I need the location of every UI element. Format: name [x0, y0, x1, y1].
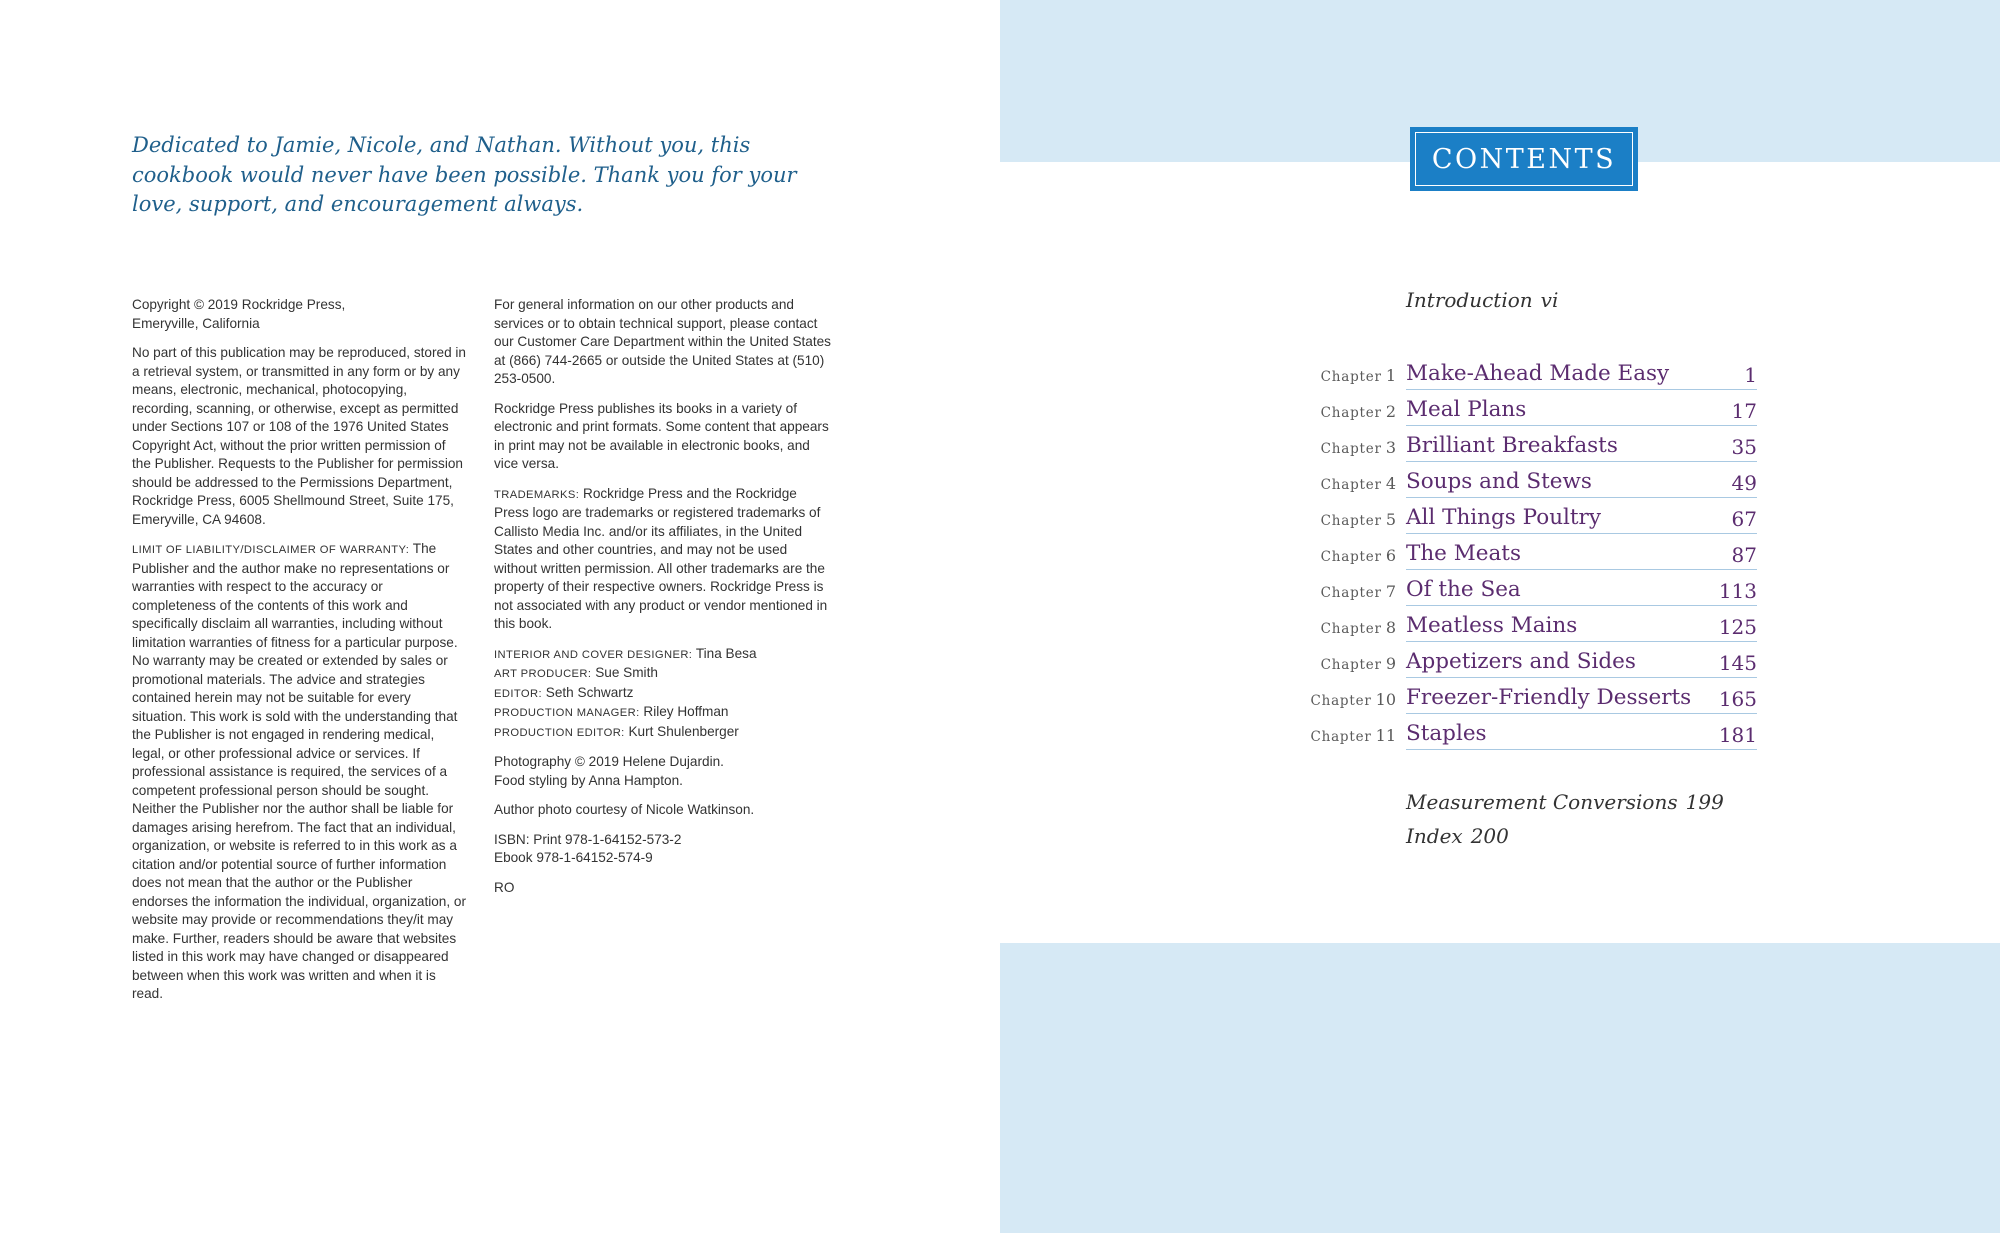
isbn-ebook: Ebook 978-1-64152-574-9	[494, 850, 653, 865]
chapter-page: 67	[1731, 507, 1757, 531]
disclaimer	[132, 540, 467, 1004]
chapter-label	[1321, 510, 1396, 529]
chapter-number: 7	[1385, 582, 1396, 601]
contents-heading: CONTENTS	[1415, 132, 1633, 186]
chapter-title: All Things Poultry	[1406, 505, 1601, 530]
credit-label: ART PRODUCER:	[494, 668, 592, 680]
chapter-number: 10	[1375, 690, 1396, 709]
chapter-page: 35	[1731, 435, 1757, 459]
chapter-title: Of the Sea	[1406, 577, 1521, 602]
back-matter-title: Index	[1406, 824, 1463, 848]
toc-chapter-3[interactable]	[1200, 426, 1760, 462]
chapter-label	[1310, 690, 1396, 709]
chapter-label	[1321, 618, 1396, 637]
chapter-number: 1	[1385, 366, 1396, 385]
chapter-word: Chapter	[1320, 585, 1382, 601]
photography-credit	[494, 753, 834, 790]
chapter-label	[1321, 582, 1396, 601]
toc-index[interactable]	[1406, 824, 1509, 848]
chapter-word: Chapter	[1320, 405, 1382, 421]
chapter-number: 4	[1385, 474, 1396, 493]
chapter-label	[1321, 546, 1396, 565]
chapter-label	[1310, 726, 1396, 745]
toc-chapter-9[interactable]	[1200, 642, 1760, 678]
back-matter-title: Measurement Conversions	[1406, 790, 1678, 814]
credits	[494, 645, 834, 743]
toc-introduction-title: Introduction	[1406, 288, 1533, 312]
isbn	[494, 831, 834, 868]
chapter-page: 1	[1744, 363, 1757, 387]
credit-value: Tina Besa	[695, 645, 757, 661]
chapter-title: Brilliant Breakfasts	[1406, 433, 1618, 458]
chapter-number: 8	[1385, 618, 1396, 637]
toc-introduction-page: vi	[1540, 288, 1559, 312]
dedication: Dedicated to Jamie, Nicole, and Nathan. Without you, this cookbook would never have been possible. Thank you for your love, support, and encouragement always.	[132, 133, 797, 216]
credit-label: EDITOR:	[494, 687, 542, 700]
credit-value: Seth Schwartz	[545, 684, 634, 700]
chapter-number: 5	[1385, 510, 1396, 529]
chapter-word: Chapter	[1320, 657, 1382, 673]
chapter-title: Soups and Stews	[1406, 469, 1592, 494]
formats-info: Rockridge Press publishes its books in a variety of electronic and print formats. Some content that appears in print may not be available in electronic books, and vice versa.	[494, 400, 829, 471]
chapter-page: 17	[1731, 399, 1757, 423]
isbn-print: ISBN: Print 978-1-64152-573-2	[494, 831, 682, 847]
chapter-page: 49	[1731, 471, 1757, 495]
bottom-color-band	[1000, 943, 2000, 1233]
back-matter-page: 199	[1685, 790, 1724, 814]
photography-line: Photography © 2019 Helene Dujardin.	[494, 754, 724, 769]
credit-line	[494, 703, 834, 723]
disclaimer-label: LIMIT OF LIABILITY/DISCLAIMER OF WARRANTY:	[132, 544, 410, 556]
credit-line	[494, 723, 834, 743]
chapter-underline	[1406, 749, 1757, 750]
chapter-title: The Meats	[1406, 541, 1521, 566]
toc-chapter-11[interactable]	[1200, 714, 1760, 750]
chapter-word: Chapter	[1320, 477, 1382, 493]
trademarks	[494, 485, 834, 634]
copyright-column-1	[132, 296, 467, 1015]
copyright-line: Copyright © 2019 Rockridge Press,	[132, 297, 346, 312]
chapter-page: 145	[1718, 651, 1757, 675]
chapter-label	[1321, 474, 1396, 493]
chapter-label	[1321, 654, 1396, 673]
customer-care-info: For general information on our other products and services or to obtain technical support, please contact our Customer Care Department within the United States at (866) 744-2665 or outside the United States at (510) 253-0500.	[494, 297, 831, 386]
toc-chapter-7[interactable]	[1200, 570, 1760, 606]
chapter-number: 11	[1375, 726, 1396, 745]
chapter-label	[1321, 402, 1396, 421]
toc-chapter-4[interactable]	[1200, 462, 1760, 498]
chapter-title: Make-Ahead Made Easy	[1406, 361, 1670, 386]
toc-measurement-conversions[interactable]	[1406, 790, 1724, 814]
trademarks-label: TRADEMARKS:	[494, 488, 580, 501]
toc-chapter-2[interactable]	[1200, 390, 1760, 426]
toc-chapter-8[interactable]	[1200, 606, 1760, 642]
chapter-page: 165	[1718, 687, 1757, 711]
credit-value: Riley Hoffman	[643, 704, 729, 719]
chapter-word: Chapter	[1320, 549, 1382, 565]
credit-value: Kurt Shulenberger	[628, 723, 739, 739]
toc-chapter-6[interactable]	[1200, 534, 1760, 570]
reproduction-notice: No part of this publication may be reproduced, stored in a retrieval system, or transmitted in any form or by any means, electronic, mechanical, photocopying, recording, scanning, or otherwise, except as permitted under Sections 107 or 108 of the 1976 United States Copyright Act, without the prior written permission of the Publisher. Requests to the Publisher for permission should be addressed to the Permissions Department, Rockridge Press, 6005 Shellmound Street, Suite 175, Emeryville, CA 94608.	[132, 345, 466, 527]
chapter-page: 113	[1718, 579, 1757, 603]
chapter-word: Chapter	[1310, 693, 1372, 709]
back-matter-page: 200	[1470, 824, 1509, 848]
chapter-word: Chapter	[1320, 369, 1382, 385]
chapter-title: Meal Plans	[1406, 397, 1527, 422]
contents-page	[1000, 0, 2000, 1233]
chapter-word: Chapter	[1310, 729, 1372, 745]
toc-chapter-list	[1200, 354, 1760, 750]
chapter-number: 6	[1385, 546, 1396, 565]
chapter-number: 2	[1385, 402, 1396, 421]
toc-chapter-10[interactable]	[1200, 678, 1760, 714]
author-photo-credit: Author photo courtesy of Nicole Watkinson.	[494, 802, 755, 817]
chapter-label	[1321, 438, 1396, 457]
chapter-number: 9	[1385, 654, 1396, 673]
credit-line	[494, 684, 834, 704]
credit-value: Sue Smith	[595, 665, 658, 680]
printing-code: RO	[494, 879, 515, 895]
disclaimer-text: The Publisher and the author make no representations or warranties with respect to the accuracy or completeness of the contents of this work and specifically disclaim all warranties, including without limitation warranties of fitness for a particular purpose. No warranty may be created or extended by sales or promotional materials. The advice and strategies contained herein may not be suitable for every situation. This work is sold with the understanding that the Publisher is not engaged in rendering medical, legal, or other professional advice or services. If professional assistance is required, the services of a competent professional person should be sought. Neither the Publisher nor the author shall be liable for damages arising herefrom. The fact that an individual, organization, or website is referred to in this work as a citation and/or potential source of further information does not mean that the author or the Publisher endorses the information the individual, organization, or website may provide or recommendations they/it may make. Further, readers should be aware that websites listed in this work may have changed or disappeared between when this work was written and when it is read.	[132, 541, 467, 1001]
chapter-page: 87	[1731, 543, 1757, 567]
credit-line	[494, 664, 834, 684]
credit-label: PRODUCTION MANAGER:	[494, 707, 640, 719]
chapter-page: 181	[1718, 723, 1757, 747]
chapter-title: Freezer-Friendly Desserts	[1406, 685, 1692, 710]
toc-introduction[interactable]	[1406, 288, 1558, 312]
chapter-page: 125	[1718, 615, 1757, 639]
chapter-title: Staples	[1406, 721, 1487, 746]
chapter-title: Appetizers and Sides	[1406, 649, 1636, 674]
credit-label: INTERIOR AND COVER DESIGNER:	[494, 648, 693, 661]
copyright-notice	[132, 296, 467, 333]
food-styling-line: Food styling by Anna Hampton.	[494, 772, 683, 788]
toc-chapter-5[interactable]	[1200, 498, 1760, 534]
toc-chapter-1[interactable]	[1200, 354, 1760, 390]
credit-label: PRODUCTION EDITOR:	[494, 726, 625, 739]
copyright-location: Emeryville, California	[132, 315, 260, 331]
credit-line	[494, 645, 834, 665]
chapter-number: 3	[1385, 438, 1396, 457]
chapter-word: Chapter	[1320, 621, 1382, 637]
chapter-title: Meatless Mains	[1406, 613, 1578, 638]
chapter-label	[1321, 366, 1396, 385]
chapter-word: Chapter	[1320, 441, 1382, 457]
trademarks-text: Rockridge Press and the Rockridge Press logo are trademarks or registered trademarks of Callisto Media Inc. and/or its affiliates, in the United States and other countries, and may not be used without written permission. All other trademarks are the property of their respective owners. Rockridge Press is not associated with any product or vendor mentioned in this book.	[494, 485, 828, 631]
chapter-word: Chapter	[1320, 513, 1382, 529]
contents-heading-box	[1410, 127, 1638, 191]
copyright-column-2	[494, 296, 834, 908]
